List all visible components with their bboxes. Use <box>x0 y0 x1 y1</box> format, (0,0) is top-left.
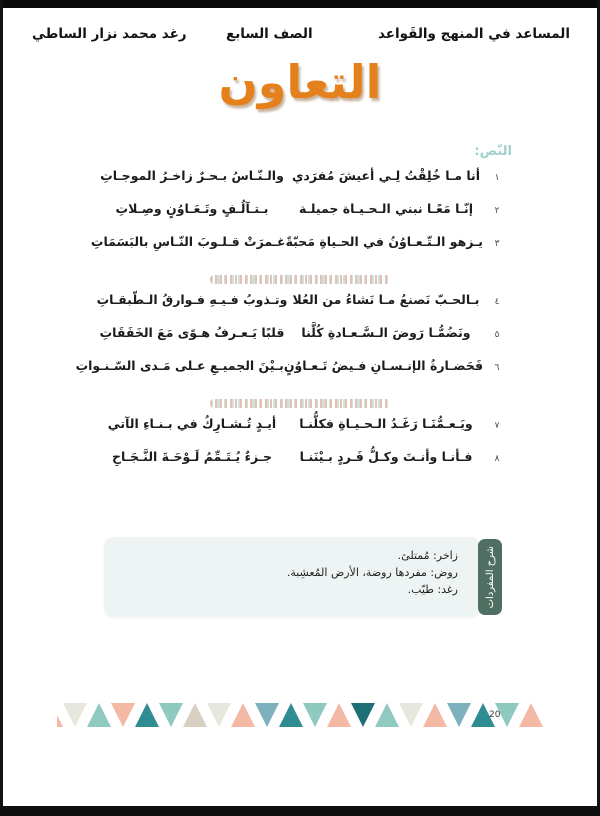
footer-strip-tile <box>207 703 231 727</box>
stanza-divider <box>95 267 505 292</box>
footer-strip-tile <box>351 703 375 727</box>
footer-decorative-strip <box>57 703 543 727</box>
vocabulary-entry: رغد: طيّب. <box>407 583 458 597</box>
footer-strip-tile <box>135 703 159 727</box>
running-header <box>0 26 600 50</box>
stanza-divider-ornament <box>210 399 390 408</box>
poem-body <box>0 168 600 482</box>
verse-number: ٥ <box>494 330 500 340</box>
verse-number: ٤ <box>494 297 500 307</box>
section-label-text: النّص: <box>474 144 512 159</box>
stanza-divider <box>95 391 505 416</box>
footer-strip-tile <box>303 703 327 727</box>
verse-hemistich-second: والـنّـاسُ بـحـرٌ زاخـرُ الموجـاتِ <box>100 168 284 183</box>
vocabulary-tab <box>478 539 502 615</box>
verse-hemistich-second: بـتـآلُـفٍ وتَـعَـاوُنٍ وصِـلاتِ <box>115 201 269 216</box>
verse-number: ٦ <box>494 363 500 373</box>
poem-verse <box>95 201 505 234</box>
footer-strip-tile <box>159 703 183 727</box>
verse-hemistich-first: ويَـعـمُّنَـا رَغَـدُ الـحـيـاةِ فكلُّنـا <box>299 416 473 431</box>
poem-verse <box>95 325 505 358</box>
footer-strip-tile <box>255 703 279 727</box>
vocabulary-tab-label: شرح المفردات <box>484 545 496 609</box>
verse-hemistich-second: بـيْنَ الجميـعِ عـلى مَـدى السّـنـواتِ <box>75 358 284 373</box>
verse-hemistich-first: فـأنـا وأنـتَ وكـلُّ فَـردٍ بـيْنَنـا <box>299 449 473 464</box>
footer-strip-tile <box>423 703 447 727</box>
vocabulary-box <box>104 537 480 617</box>
verse-hemistich-second: أيـدٍ تُـشـارِكُ في بـنـاءِ الآتي <box>107 416 277 431</box>
verse-hemistich-first: يـزهو الـتّـعـاوُنُ في الحـياةِ مَحبّةً <box>285 234 483 249</box>
footer-strip-tile <box>327 703 351 727</box>
verse-hemistich-first: أنا مـا خُلِقْتُ لِـي أعيشَ مُفرَدي <box>291 168 481 183</box>
footer-strip-tile <box>57 703 63 727</box>
verse-number: ٨ <box>494 454 500 464</box>
vocabulary-entry: روض: مفردها روضة، الأرض المُعشِبة. <box>286 566 458 580</box>
verse-number: ١ <box>494 173 500 183</box>
stanza-divider-ornament <box>210 275 390 284</box>
header-author-name: رغد محمد نزار الساطي <box>32 26 187 42</box>
footer-strip-tile <box>111 703 135 727</box>
footer-strip-tile <box>231 703 255 727</box>
page-title: التعاون <box>218 55 382 109</box>
poem-verse <box>95 168 505 201</box>
scan-edge-bottom <box>0 806 600 816</box>
verse-hemistich-second: قلبًا يَـعـرفُ هـوًى مَعَ الخَفَقَاتِ <box>99 325 285 340</box>
footer-strip-tile <box>375 703 399 727</box>
poem-verse <box>95 449 505 482</box>
footer-strip-tile <box>279 703 303 727</box>
poem-verse <box>95 292 505 325</box>
header-grade-level: الصف السابع <box>226 26 313 42</box>
verse-hemistich-second: غـمرَتْ قـلـوبَ النّـاسِ بالبَسَمَاتِ <box>90 234 286 249</box>
page-number: 20 <box>489 710 501 720</box>
verse-hemistich-first: ونَضُمُّـا رَوضَ الـسَّـعـادةِ كُلَّنا <box>301 325 471 340</box>
footer-strip-tile <box>447 703 471 727</box>
verse-hemistich-first: إنّـا مَعًـا نبني الـحـيـاة جميلـة <box>298 201 474 216</box>
header-book-title: المساعد في المنهج والقَواعد <box>378 26 570 42</box>
poem-verse <box>90 234 505 267</box>
lesson-title-wrapper <box>0 54 600 112</box>
verse-number: ٢ <box>494 206 500 216</box>
vocabulary-panel <box>104 537 502 619</box>
footer-strip-tile <box>183 703 207 727</box>
footer-strip-tile <box>87 703 111 727</box>
footer-strip-tile <box>63 703 87 727</box>
verse-hemistich-first: بـالحـبّ نَصنعُ مـا نَشاءُ من العُلا <box>292 292 480 307</box>
verse-hemistich-first: فَحَضـارةُ الإنـسـانِ فـيضُ تَـعـاوُنٍ <box>283 358 483 373</box>
footer-strip-tile <box>399 703 423 727</box>
verse-number: ٧ <box>494 421 500 431</box>
verse-number: ٣ <box>494 239 500 249</box>
verse-hemistich-second: وتـذوبُ فـيـهِ فـوارقُ الـطّبقـاتِ <box>96 292 288 307</box>
verse-hemistich-second: جـزءٌ يُـتَـمِّمُ لَـوْحَـةَ النَّـجَـاحِ <box>111 449 273 464</box>
scan-edge-top <box>0 0 600 8</box>
vocabulary-entry: زاخر: مُمتلئ. <box>397 549 458 562</box>
poem-verse <box>75 358 505 391</box>
poem-verse <box>95 416 505 449</box>
footer-strip-tile <box>519 703 543 727</box>
